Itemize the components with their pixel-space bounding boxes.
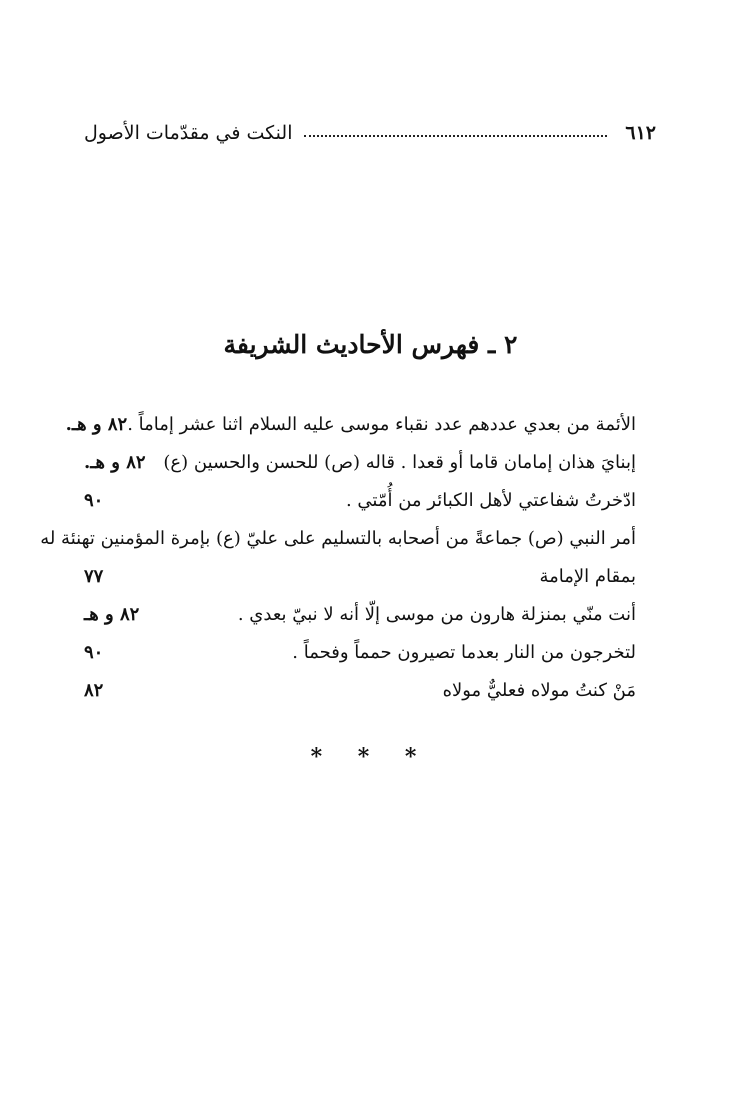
hadith-text: أنت منّي بمنزلة هارون من موسى إلّا أنه لا نبيّ بعدي . [237, 604, 636, 625]
index-entry-continuation [84, 558, 636, 596]
hadith-index-list [40, 406, 636, 710]
page-reference: ٩٠ [84, 490, 104, 511]
hadith-text: الأئمة من بعدي عددهم عدد نقباء موسى عليه السلام اثنا عشر إماماً . [127, 414, 636, 435]
page-reference: ٨٢ و هـ. [84, 452, 146, 473]
index-entry [84, 672, 636, 710]
running-title: النكت في مقدّمات الأصول [84, 122, 293, 144]
index-entry [84, 444, 636, 482]
index-entry [84, 596, 636, 634]
page-reference: ٩٠ [84, 642, 104, 663]
index-entry [84, 634, 636, 672]
section-separator: * * * [310, 744, 431, 770]
index-entry [84, 482, 636, 520]
hadith-text-continuation: بمقام الإمامة [539, 566, 636, 587]
hadith-text: لتخرجون من النار بعدما تصيرون حمماً وفحماً . [292, 642, 636, 663]
section-title: ٢ ـ فهرس الأحاديث الشريفة [223, 330, 518, 359]
index-entry [65, 406, 636, 444]
page-number: ٦١٢ [625, 122, 656, 144]
page-reference: ٨٢ و هـ. [65, 414, 128, 435]
hadith-text: أمر النبي (ص) جماعةً من أصحابه بالتسليم على عليّ (ع) بإمرة المؤمنين تهنئة له [40, 528, 636, 549]
hadith-text: ادّخرتُ شفاعتي لأهل الكبائر من أُمّتي . [345, 490, 636, 511]
index-entry [40, 520, 636, 558]
page-reference: ٨٢ و هـ [84, 604, 140, 625]
hadith-text: مَنْ كنتُ مولاه فعليٌّ مولاه [442, 680, 636, 701]
dot-leader [304, 135, 607, 137]
hadith-text: إبنايَ هذان إمامان قاما أو قعدا . قاله (ص) للحسن والحسين (ع) [163, 452, 636, 473]
running-header [84, 116, 656, 150]
page-reference: ٨٢ [84, 680, 104, 701]
page-reference: ٧٧ [84, 566, 104, 587]
